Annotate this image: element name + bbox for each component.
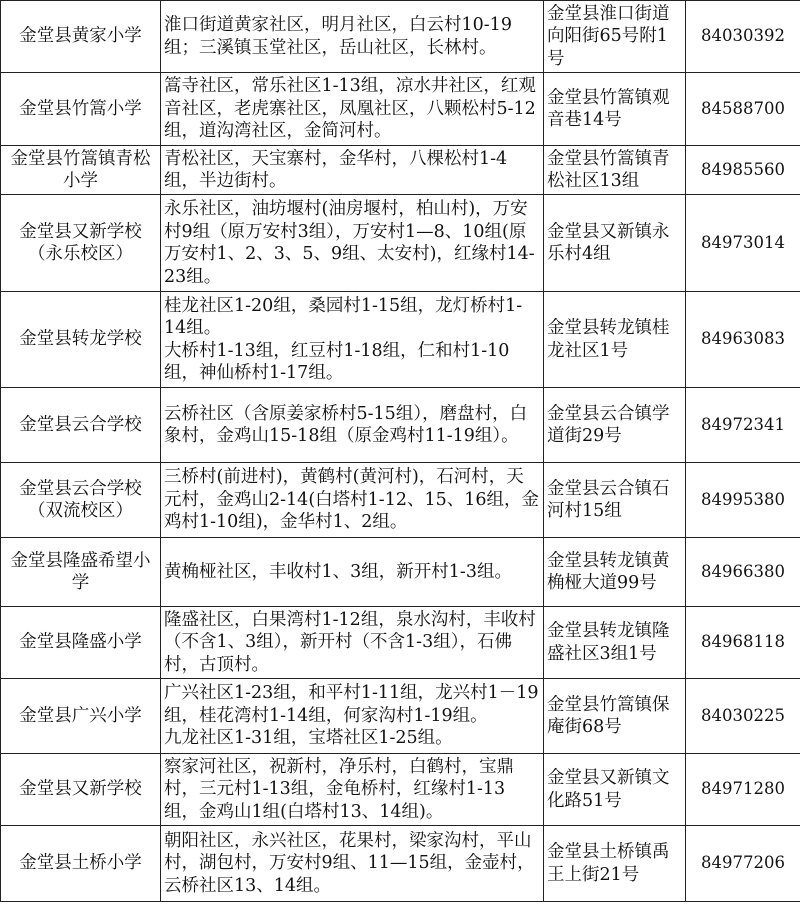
phone-number: 84030392 [686,1,800,73]
school-name: 金堂县土桥小学 [1,826,161,902]
school-name: 金堂县竹篙小学 [1,73,161,146]
school-name: 金堂县又新学校（永乐校区） [1,195,161,292]
table-row [1,1,800,73]
enrollment-area: 桂龙社区1-20组，桑园村1-15组，龙灯桥村1-14组。 大桥村1-13组，红豆村1-18组，仁和村1-10组，神仙桥村1-17组。 [161,292,544,388]
phone-number: 84973014 [686,195,800,292]
school-address: 金堂县又新镇文化路51号 [544,754,686,826]
school-address: 金堂县竹篙镇青松社区13组 [544,146,686,195]
table-row [1,607,800,679]
enrollment-area: 淮口街道黄家社区，明月社区，白云村10-19组；三溪镇玉堂社区，岳山社区，长林村。 [161,1,544,73]
school-address: 金堂县云合镇学道街29号 [544,388,686,463]
enrollment-area: 三桥村(前进村)，黄鹤村(黄河村)，石河村，天元村，金鸡山2-14(白塔村1-12、15、16组，金鸡村1-10组)，金华村1、2组。 [161,463,544,538]
enrollment-area: 隆盛社区，白果湾村1-12组，泉水沟村，丰收村（不含1、3组），新开村（不含1-3组），石佛村，古顶村。 [161,607,544,679]
school-address: 金堂县淮口街道向阳街65号附1号 [544,1,686,73]
enrollment-area: 永乐社区，油坊堰村(油房堰村，柏山村)，万安村9组（原万安村3组），万安村1—8、10组(原万安村1、2、3、5、9组、太安村)，红缘村14-23组。 [161,195,544,292]
school-address: 金堂县竹篙镇观音巷14号 [544,73,686,146]
school-address: 金堂县又新镇永乐村4组 [544,195,686,292]
table-row [1,292,800,388]
enrollment-area: 黄桷桠社区，丰收村1、3组，新开村1-3组。 [161,538,544,607]
phone-number: 84995380 [686,463,800,538]
school-address: 金堂县转龙镇桂龙社区1号 [544,292,686,388]
enrollment-area: 察家河社区，祝新村，净乐村，白鹤村，宝鼎村，三元村1-13组，金龟桥村，红缘村1-13组，金鸡山1组(白塔村13、14组)。 [161,754,544,826]
table-row [1,73,800,146]
phone-number: 84588700 [686,73,800,146]
school-name: 金堂县云合学校（双流校区） [1,463,161,538]
table-row [1,754,800,826]
phone-number: 84971280 [686,754,800,826]
school-name: 金堂县竹篙镇青松小学 [1,146,161,195]
table-row [1,195,800,292]
school-name: 金堂县隆盛小学 [1,607,161,679]
table-row [1,463,800,538]
school-name: 金堂县云合学校 [1,388,161,463]
school-address: 金堂县土桥镇禹王上街21号 [544,826,686,902]
enrollment-area: 朝阳社区，永兴社区，花果村，梁家沟村，平山村，湖包村，万安村9组、11—15组，金壶村，云桥社区13、14组。 [161,826,544,902]
school-name: 金堂县又新学校 [1,754,161,826]
table-row [1,388,800,463]
enrollment-area: 广兴社区1-23组，和平村1-11组，龙兴村1－19组，桂花湾村1-14组，何家沟村1-19组。 九龙社区1-31组，宝塔社区1-25组。 [161,679,544,754]
phone-number: 84966380 [686,538,800,607]
table-row [1,679,800,754]
table-row [1,146,800,195]
school-name: 金堂县转龙学校 [1,292,161,388]
school-address: 金堂县转龙镇黄桷桠大道99号 [544,538,686,607]
phone-number: 84972341 [686,388,800,463]
phone-number: 84977206 [686,826,800,902]
table-row [1,538,800,607]
phone-number: 84963083 [686,292,800,388]
enrollment-area: 云桥社区（含原姜家桥村5-15组），磨盘村，白象村，金鸡山15-18组（原金鸡村11-19组）。 [161,388,544,463]
school-name: 金堂县隆盛希望小学 [1,538,161,607]
school-name: 金堂县黄家小学 [1,1,161,73]
school-address: 金堂县云合镇石河村15组 [544,463,686,538]
school-name: 金堂县广兴小学 [1,679,161,754]
school-address: 金堂县转龙镇隆盛社区3组1号 [544,607,686,679]
enrollment-area: 青松社区，天宝寨村，金华村，八棵松村1-4组，半边街村。 [161,146,544,195]
phone-number: 84985560 [686,146,800,195]
phone-number: 84030225 [686,679,800,754]
phone-number: 84968118 [686,607,800,679]
school-address: 金堂县竹篙镇保庵街68号 [544,679,686,754]
enrollment-area: 篙寺社区，常乐社区1-13组，凉水井社区，红观音社区，老虎寨社区，凤凰社区，八颗松村5-12组，道沟湾社区，金简河村。 [161,73,544,146]
table-row [1,826,800,902]
